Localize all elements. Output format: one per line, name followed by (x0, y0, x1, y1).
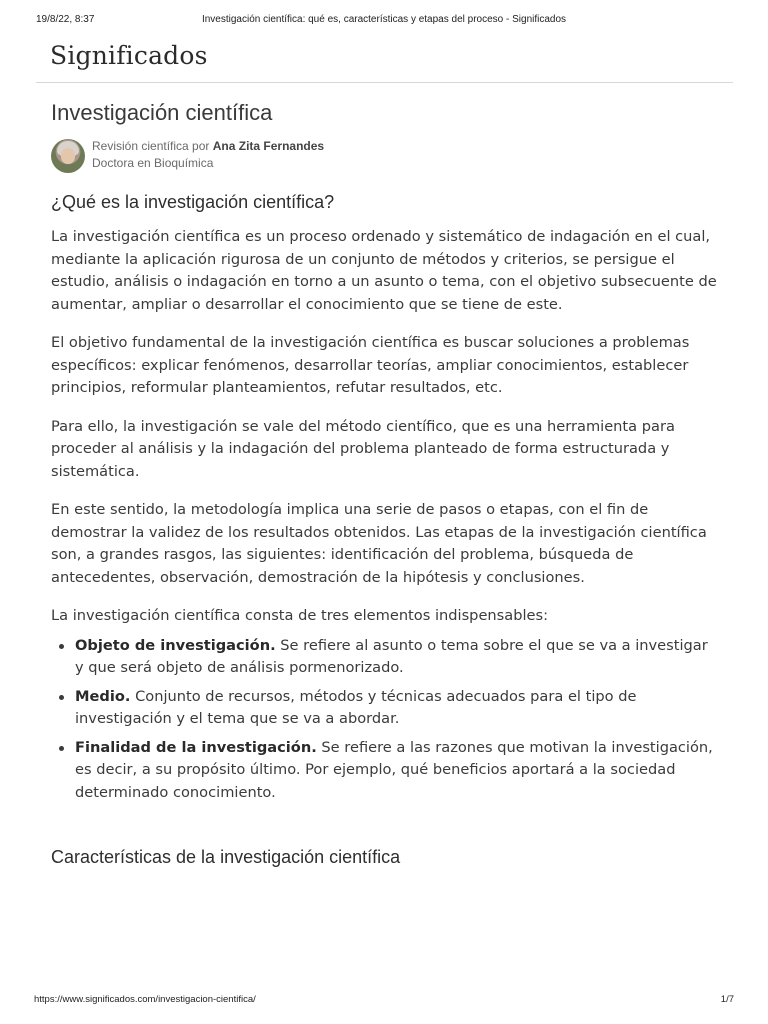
elements-list (51, 635, 721, 805)
bullet-icon (59, 695, 64, 700)
print-datetime: 19/8/22, 8:37 (36, 14, 95, 25)
author-review-line (92, 138, 324, 155)
author-byline (51, 138, 721, 174)
element-description: Se refiere al asunto o tema sobre el que se va a investigar y que será objeto de análisis pormenorizado. (75, 636, 708, 676)
element-term: Objeto de investigación. (75, 636, 276, 654)
print-footer (0, 994, 768, 1008)
paragraph-objective: El objetivo fundamental de la investigación científica es buscar soluciones a problemas específicos: explicar fenómenos, desarrollar teorías, ampliar conocimientos, establecer principios, reformular planteamientos, refutar resultados, etc. (51, 334, 690, 396)
avatar-face-shape (61, 148, 75, 164)
element-description: Conjunto de recursos, métodos y técnicas adecuados para el tipo de investigación y el tema que se va a abordar. (75, 687, 637, 727)
paragraph-method: Para ello, la investigación se vale del método científico, que es una herramienta para proceder al análisis y la indagación del problema planteado de forma estructurada y sistemática. (51, 417, 675, 480)
element-term: Medio. (75, 687, 131, 705)
list-item (75, 686, 721, 731)
print-document-title: Investigación científica: qué es, características y etapas del proceso - Significados (201, 14, 567, 25)
article (51, 98, 721, 869)
site-logo[interactable]: Significados (50, 41, 208, 70)
print-url: https://www.significados.com/investigacion-cientifica/ (34, 994, 256, 1005)
list-item (75, 737, 721, 805)
paragraph-definition: La investigación científica es un proceso ordenado y sistemático de indagación en el cual, mediante la aplicación rigurosa de un conjunto de métodos y criterios, se persigue el estudio, análisis o indagación en torno a un asunto o tema, con el objetivo subsecuente de aumentar, ampliar o desarrollar el conocimiento que se tiene de este. (51, 228, 717, 313)
author-role: Doctora en Bioquímica (92, 156, 214, 170)
section-heading-characteristics: Características de la investigación científica (51, 847, 401, 867)
author-review-prefix: Revisión científica por (92, 139, 213, 153)
section-heading-what-is: ¿Qué es la investigación científica? (51, 192, 335, 212)
author-avatar[interactable] (51, 139, 85, 173)
site-header (36, 36, 733, 83)
paragraph-methodology: En este sentido, la metodología implica una serie de pasos o etapas, con el fin de demostrar la validez de los resultados obtenidos. Las etapas de la investigación científica son, a grandes rasgos, las siguientes: identificación del problema, búsqueda de antecedentes, observación, demostración de la hipótesis y conclusiones. (51, 501, 707, 586)
bullet-icon (59, 746, 64, 751)
article-title: Investigación científica (51, 100, 273, 125)
author-name-link[interactable]: Ana Zita Fernandes (212, 139, 325, 153)
bullet-icon (59, 644, 64, 649)
element-term: Finalidad de la investigación. (75, 738, 317, 756)
list-item (75, 635, 721, 680)
element-description: Se refiere a las razones que motivan la investigación, es decir, a su propósito último. Por ejemplo, qué beneficios aportará a la sociedad determinado conocimiento. (75, 738, 713, 801)
author-text (92, 138, 324, 172)
print-header (0, 14, 768, 30)
print-page-number: 1/7 (720, 994, 734, 1005)
paragraph-elements-intro: La investigación científica consta de tres elementos indispensables: (51, 607, 549, 624)
